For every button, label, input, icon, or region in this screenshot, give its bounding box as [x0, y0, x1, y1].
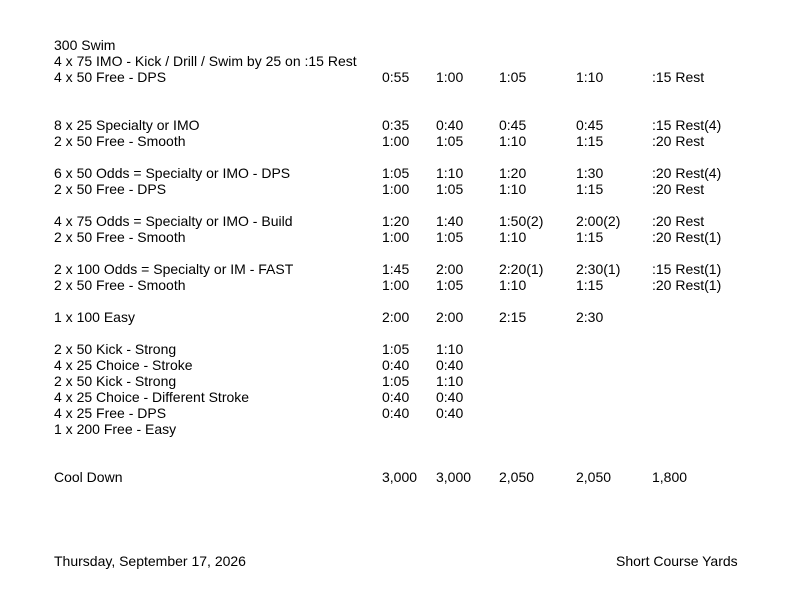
interval-group-3: 1:50(2)	[499, 213, 544, 229]
rest-note: :15 Rest	[652, 69, 705, 85]
workout-row	[0, 341, 792, 357]
spacer-row	[0, 85, 792, 101]
rest-note: :20 Rest	[652, 181, 705, 197]
set-description: Cool Down	[54, 469, 123, 485]
set-description: 2 x 50 Free - Smooth	[54, 133, 186, 149]
interval-group-1: 0:40	[382, 405, 410, 421]
rest-note: :15 Rest(4)	[652, 117, 722, 133]
interval-group-2: 1:10	[436, 165, 464, 181]
interval-group-3: 2,050	[499, 469, 535, 485]
interval-group-3: 0:45	[499, 117, 527, 133]
spacer-row	[0, 325, 792, 341]
interval-group-4: 2,050	[576, 469, 612, 485]
interval-group-2: 1:05	[436, 181, 464, 197]
set-description: 2 x 50 Kick - Strong	[54, 341, 177, 357]
interval-group-3: 2:15	[499, 309, 527, 325]
workout-row	[0, 373, 792, 389]
interval-group-1: 2:00	[382, 309, 410, 325]
set-description: 8 x 25 Specialty or IMO	[54, 117, 200, 133]
interval-group-3: 1:10	[499, 229, 527, 245]
interval-group-3: 1:10	[499, 181, 527, 197]
spacer-row	[0, 149, 792, 165]
interval-group-3: 1:10	[499, 277, 527, 293]
workout-row	[0, 181, 792, 197]
workout-row	[0, 133, 792, 149]
interval-group-3: 1:05	[499, 69, 527, 85]
set-description: 4 x 50 Free - DPS	[54, 69, 167, 85]
interval-group-4: 1:30	[576, 165, 604, 181]
interval-group-2: 0:40	[436, 117, 464, 133]
interval-group-2: 1:05	[436, 277, 464, 293]
interval-group-1: 0:40	[382, 389, 410, 405]
interval-group-3: 2:20(1)	[499, 261, 544, 277]
footer-date: Thursday, September 17, 2026	[54, 553, 246, 569]
spacer-row	[0, 293, 792, 309]
set-description: 1 x 200 Free - Easy	[54, 421, 177, 437]
spacer-row	[0, 437, 792, 453]
rest-note: 1,800	[652, 469, 688, 485]
interval-group-1: 0:55	[382, 69, 410, 85]
interval-group-4: 2:30(1)	[576, 261, 621, 277]
set-description: 2 x 50 Free - DPS	[54, 181, 167, 197]
workout-row	[0, 165, 792, 181]
interval-group-1: 1:00	[382, 181, 410, 197]
interval-group-4: 1:15	[576, 229, 604, 245]
workout-row	[0, 389, 792, 405]
interval-group-2: 1:05	[436, 133, 464, 149]
spacer-row	[0, 453, 792, 469]
workout-row	[0, 229, 792, 245]
interval-group-2: 2:00	[436, 309, 464, 325]
footer-course-type: Short Course Yards	[616, 553, 738, 569]
interval-group-1: 1:00	[382, 133, 410, 149]
rest-note: :20 Rest	[652, 213, 705, 229]
interval-group-1: 1:05	[382, 165, 410, 181]
interval-group-4: 2:00(2)	[576, 213, 621, 229]
interval-group-4: 1:15	[576, 133, 604, 149]
rest-note: :20 Rest(1)	[652, 229, 722, 245]
set-description: 4 x 75 Odds = Specialty or IMO - Build	[54, 213, 293, 229]
workout-row	[0, 469, 792, 485]
workout-row	[0, 309, 792, 325]
workout-row	[0, 421, 792, 437]
interval-group-2: 1:40	[436, 213, 464, 229]
set-description: 4 x 25 Free - DPS	[54, 405, 167, 421]
rest-note: :15 Rest(1)	[652, 261, 722, 277]
interval-group-3: 1:10	[499, 133, 527, 149]
set-description: 4 x 25 Choice - Different Stroke	[54, 389, 250, 405]
workout-row	[0, 69, 792, 85]
interval-group-4: 1:15	[576, 277, 604, 293]
set-description: 4 x 75 IMO - Kick / Drill / Swim by 25 on :15 Rest	[54, 53, 357, 69]
interval-group-1: 1:00	[382, 277, 410, 293]
interval-group-2: 0:40	[436, 389, 464, 405]
workout-row	[0, 357, 792, 373]
interval-group-4: 0:45	[576, 117, 604, 133]
spacer-row	[0, 101, 792, 117]
set-description: 2 x 50 Free - Smooth	[54, 277, 186, 293]
rest-note: :20 Rest(1)	[652, 277, 722, 293]
workout-row	[0, 117, 792, 133]
interval-group-4: 1:10	[576, 69, 604, 85]
interval-group-1: 1:05	[382, 373, 410, 389]
interval-group-3: 1:20	[499, 165, 527, 181]
workout-row	[0, 213, 792, 229]
rest-note: :20 Rest	[652, 133, 705, 149]
workout-row	[0, 37, 792, 53]
workout-row	[0, 277, 792, 293]
interval-group-1: 1:20	[382, 213, 410, 229]
interval-group-1: 3,000	[382, 469, 418, 485]
interval-group-2: 0:40	[436, 357, 464, 373]
interval-group-4: 1:15	[576, 181, 604, 197]
interval-group-1: 1:45	[382, 261, 410, 277]
interval-group-2: 0:40	[436, 405, 464, 421]
interval-group-2: 2:00	[436, 261, 464, 277]
interval-group-1: 1:00	[382, 229, 410, 245]
set-description: 1 x 100 Easy	[54, 309, 135, 325]
interval-group-2: 1:10	[436, 373, 464, 389]
rest-note: :20 Rest(4)	[652, 165, 722, 181]
interval-group-1: 1:05	[382, 341, 410, 357]
interval-group-1: 0:35	[382, 117, 410, 133]
set-description: 6 x 50 Odds = Specialty or IMO - DPS	[54, 165, 291, 181]
set-description: 2 x 50 Kick - Strong	[54, 373, 177, 389]
workout-row	[0, 405, 792, 421]
interval-group-2: 3,000	[436, 469, 472, 485]
interval-group-2: 1:10	[436, 341, 464, 357]
workout-row	[0, 53, 792, 69]
spacer-row	[0, 245, 792, 261]
set-description: 2 x 50 Free - Smooth	[54, 229, 186, 245]
interval-group-4: 2:30	[576, 309, 604, 325]
set-description: 2 x 100 Odds = Specialty or IM - FAST	[54, 261, 294, 277]
spacer-row	[0, 197, 792, 213]
set-description: 4 x 25 Choice - Stroke	[54, 357, 193, 373]
workout-row	[0, 261, 792, 277]
interval-group-2: 1:00	[436, 69, 464, 85]
set-description: 300 Swim	[54, 37, 116, 53]
interval-group-1: 0:40	[382, 357, 410, 373]
interval-group-2: 1:05	[436, 229, 464, 245]
